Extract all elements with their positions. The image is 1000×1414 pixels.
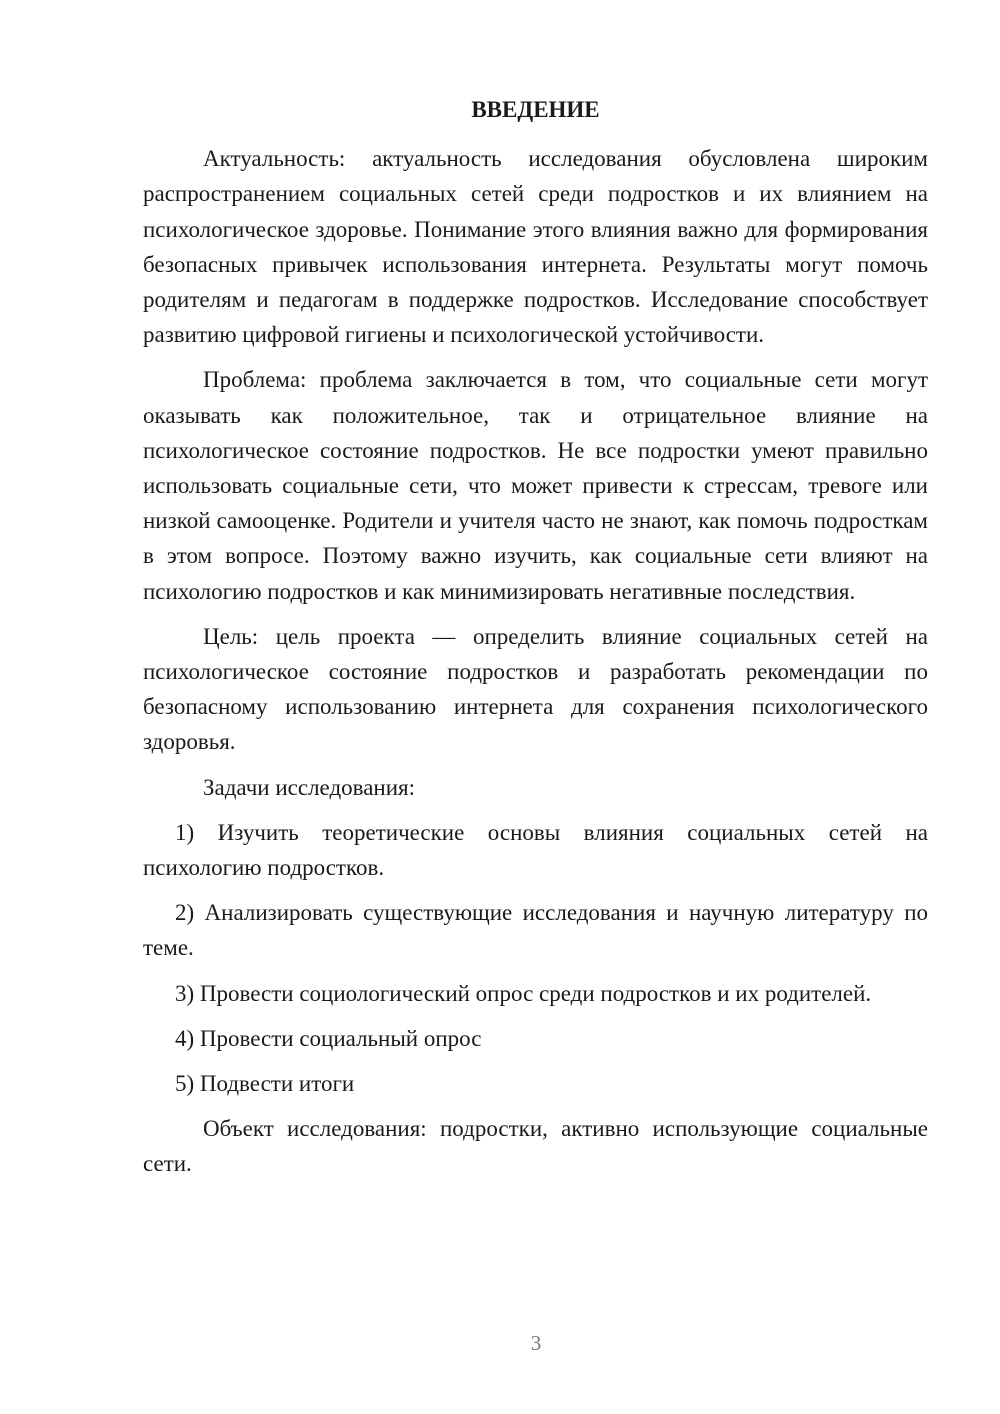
section-title: ВВЕДЕНИЕ — [471, 97, 600, 122]
task-item-1: 1) Изучить теоретические основы влияния социальных сетей на психологию подростков. — [143, 819, 928, 881]
paragraph-goal: Цель: цель проекта — определить влияние социальных сетей на психологическое состояние подростков и разработать рекомендации по безопасному использованию интернета для сохранения психологического здоровья. — [143, 623, 928, 755]
task-item-4: 4) Провести социальный опрос — [175, 1025, 482, 1051]
document-page — [143, 92, 928, 1192]
paragraph-relevance: Актуальность: актуальность исследования обусловлена широким распространением социальных сетей среди подростков и их влиянием на психологическое здоровье. Понимание этого влияния важно для формирования безопасных привычек использования интернета. Результаты могут помочь родителям и педагогам в поддержке подростков. Исследование способствует развитию цифровой гигиены и психологической устойчивости. — [143, 146, 928, 348]
paragraph-problem: Проблема: проблема заключается в том, что социальные сети могут оказывать как положительное, так и отрицательное влияние на психологическое состояние подростков. Не все подростки умеют правильно использовать социальные сети, что может привести к стрессам, тревоге или низкой самооценке. Родители и учителя часто не знают, как помочь подросткам в этом вопросе. Поэтому важно изучить, как социальные сети влияют на психологию подростков и как минимизировать негативные последствия. — [143, 367, 928, 604]
task-item-2: 2) Анализировать существующие исследования и научную литературу по теме. — [143, 900, 928, 961]
task-item-3: 3) Провести социологический опрос среди подростков и их родителей. — [175, 980, 872, 1006]
paragraph-object: Объект исследования: подростки, активно использующие социальные сети. — [143, 1116, 928, 1177]
task-item-5: 5) Подвести итоги — [175, 1071, 355, 1097]
paragraph-tasks-heading: Задачи исследования: — [203, 774, 416, 800]
page-number: 3 — [530, 1331, 542, 1355]
